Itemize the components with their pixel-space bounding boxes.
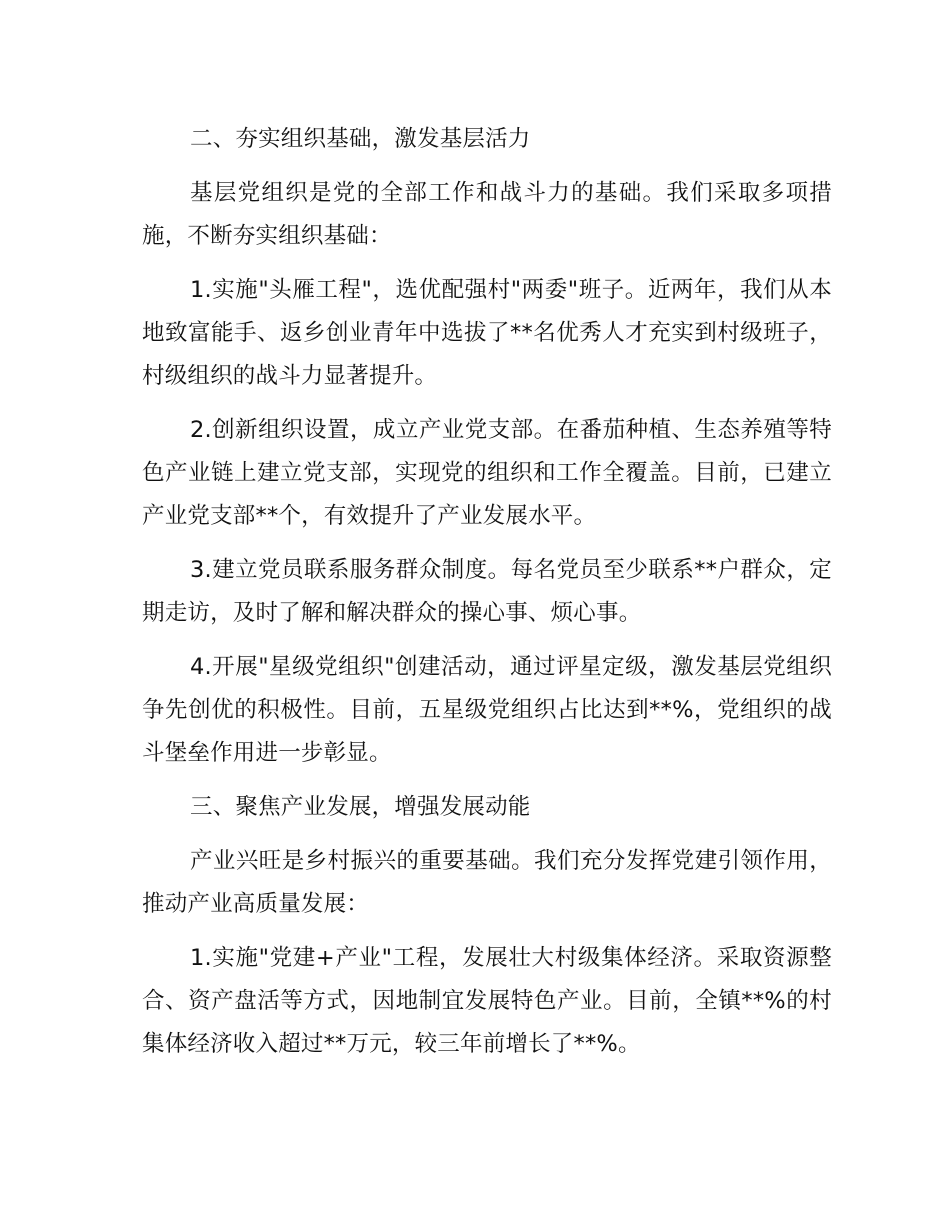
section-3-item-1: 1.实施"党建+产业"工程，发展壮大村级集体经济。采取资源整合、资产盘活等方式，因地制宜发展特色产业。目前，全镇**%的村集体经济收入超过**万元，较三年前增长了**%。: [142, 945, 832, 1057]
section-2-item-1: 1.实施"头雁工程"，选优配强村"两委"班子。近两年，我们从本地致富能手、返乡创业青年中选拔了**名优秀人才充实到村级班子，村级组织的战斗力显著提升。: [142, 277, 832, 389]
section-3-intro: 产业兴旺是乡村振兴的重要基础。我们充分发挥党建引领作用，推动产业高质量发展：: [142, 848, 832, 917]
section-2-item-4: 4.开展"星级党组织"创建活动，通过评星定级，激发基层党组织争先创优的积极性。目前，五星级党组织占比达到**%，党组织的战斗堡垒作用进一步彰显。: [142, 654, 832, 766]
section-2-intro: 基层党组织是党的全部工作和战斗力的基础。我们采取多项措施，不断夯实组织基础：: [142, 180, 832, 249]
section-2-item-3: 3.建立党员联系服务群众制度。每名党员至少联系**户群众，定期走访，及时了解和解决群众的操心事、烦心事。: [142, 557, 832, 626]
section-heading-3: 三、聚焦产业发展，增强发展动能: [190, 794, 531, 820]
section-2-item-2: 2.创新组织设置，成立产业党支部。在番茄种植、生态养殖等特色产业链上建立党支部，实现党的组织和工作全覆盖。目前，已建立产业党支部**个，有效提升了产业发展水平。: [142, 417, 832, 529]
section-heading-2: 二、夯实组织基础，激发基层活力: [190, 126, 531, 152]
document-page: [142, 118, 832, 1077]
